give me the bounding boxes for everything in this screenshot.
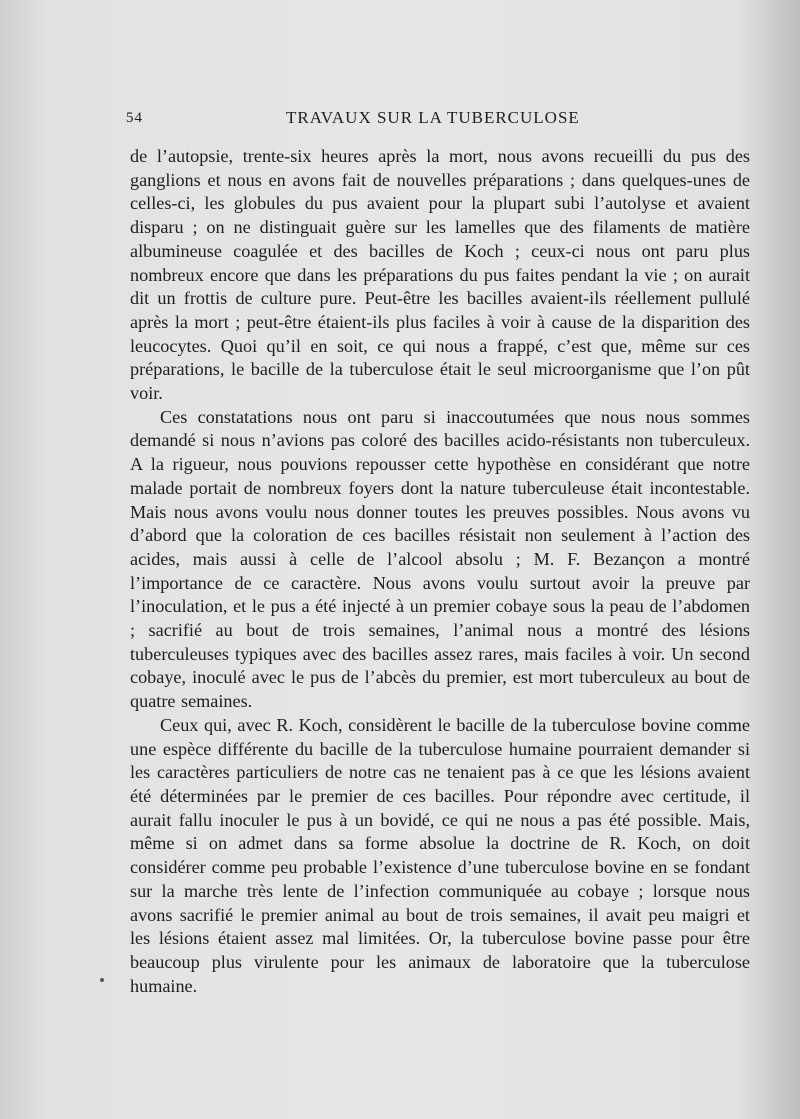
paragraph-2: Ces constatations nous ont paru si inaccoutumées que nous nous sommes demandé si nous n’avions pas coloré des bacilles acido-résistants non tuberculeux. A la rigueur, nous pouvions repousser cette hypothèse en considérant que notre malade portait de nombreux foyers dont la nature tuberculeuse était incontestable. Mais nous avons voulu nous donner toutes les preuves possibles. Nous avons vu d’abord que la coloration de ces bacilles résistait non seulement à l’action des acides, mais aussi à celle de l’alcool absolu ; M. F. Bezançon a montré l’importance de ce caractère. Nous avons voulu surtout avoir la preuve par l’inoculation, et le pus a été injecté à un premier cobaye sous la peau de l’abdomen ; sacrifié au bout de trois semaines, l’animal nous a montré des lésions tuberculeuses typiques avec des bacilles assez rares, mais faciles à voir. Un second cobaye, inoculé avec le pus de l’abcès du premier, est mort tuberculeux au bout de quatre semaines. (130, 406, 750, 712)
margin-mark (100, 978, 104, 982)
running-head: TRAVAUX SUR LA TUBERCULOSE (286, 108, 580, 127)
page-number: 54 (126, 110, 143, 126)
paragraph-3: Ceux qui, avec R. Koch, considèrent le bacille de la tuberculose bovine comme une espèce différente du bacille de la tuberculose humaine pourraient demander si les caractères particuliers de notre cas ne tenaient pas à ce que les lésions avaient été déterminées par le premier de ces bacilles. Pour répondre avec certitude, il aurait fallu inoculer le pus à un bovidé, ce qui ne nous a pas été possible. Mais, même si on admet dans sa forme absolue la doctrine de R. Koch, on doit considérer comme peu probable l’existence d’une tuberculose bovine en se fondant sur la marche très lente de l’infection communiquée au cobaye ; lorsque nous avons sacrifié le premier animal au bout de trois semaines, il avait peu maigri et les lésions étaient assez mal limitées. Or, la tuberculose bovine passe pour être beaucoup plus virulente pour les animaux de laboratoire que la tuberculose humaine. (130, 714, 750, 996)
page-header (126, 108, 746, 134)
body-text (130, 145, 750, 998)
paragraph-1: de l’autopsie, trente-six heures après la mort, nous avons recueilli du pus des ganglions et nous en avons fait de nouvelles préparations ; dans quelques-unes de celles-ci, les globules du pus avaient pour la plupart subi l’autolyse et avaient disparu ; on ne distinguait guère sur les lamelles que des filaments de matière albumineuse coagulée et des bacilles de Koch ; ceux-ci nous ont paru plus nombreux encore que dans les préparations du pus faites pendant la vie ; on aurait dit un frottis de culture pure. Peut-être les bacilles avaient-ils réellement pullulé après la mort ; peut-être étaient-ils plus faciles à voir à cause de la disparition des leucocytes. Quoi qu’il en soit, ce qui nous a frappé, c’est que, même sur ces préparations, le bacille de la tuberculose était le seul microorganisme que l’on pût voir. (130, 146, 750, 404)
